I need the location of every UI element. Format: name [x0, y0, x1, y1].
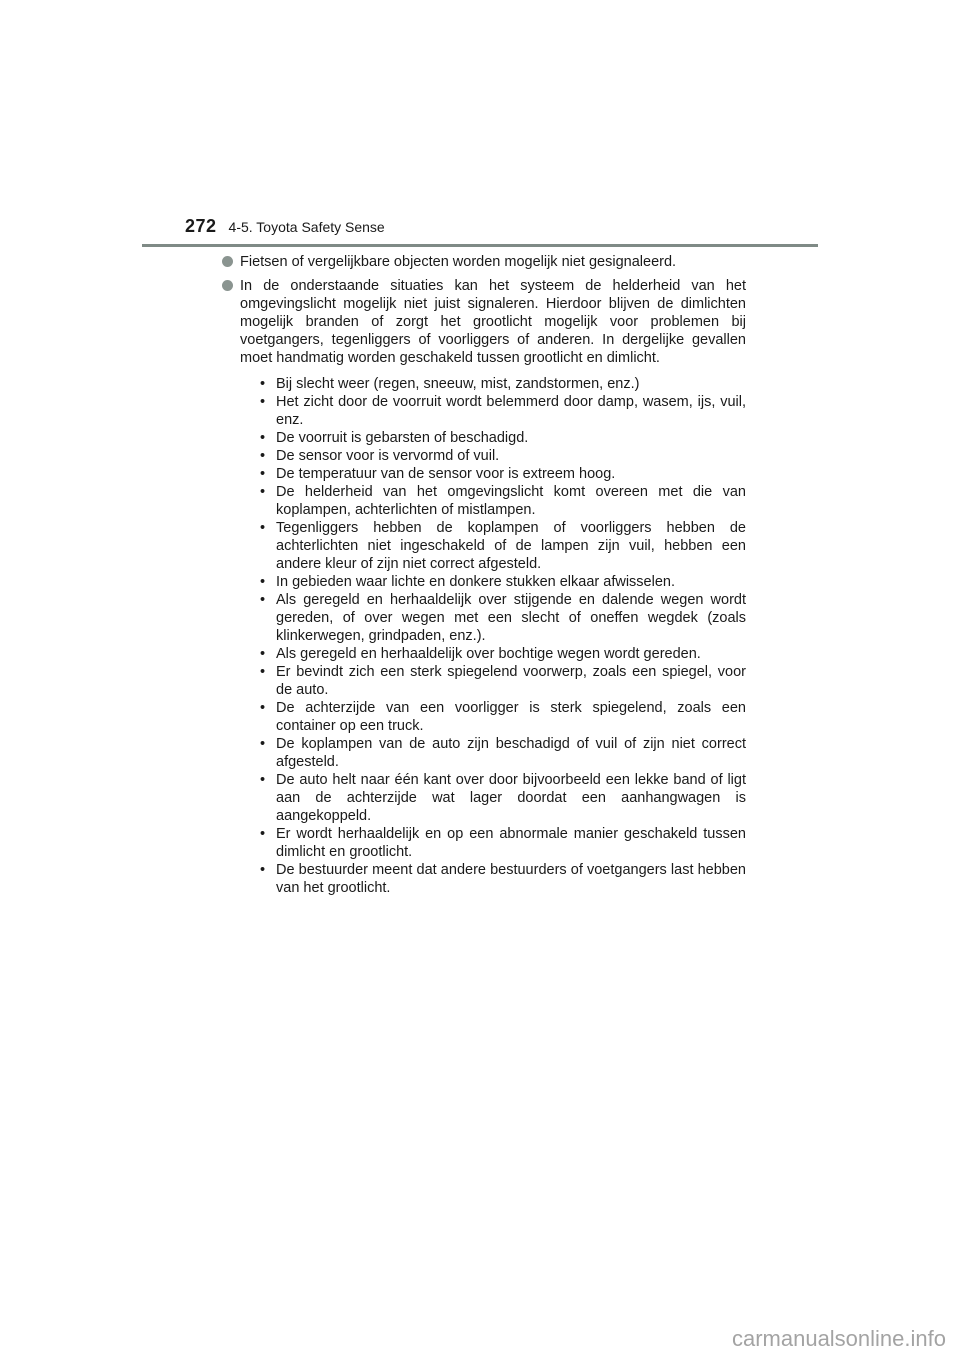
page-number: 272 — [185, 216, 217, 236]
sub-list-item — [258, 735, 746, 771]
sub-list-item-text: De sensor voor is vervormd of vuil. — [276, 448, 500, 464]
sub-list-item — [258, 483, 746, 519]
sub-list-item — [258, 591, 746, 645]
sub-list-item-text: Als geregeld en herhaaldelijk over stijgende en dalende wegen wordt gereden, of over wegen met een slecht of oneffen wegdek (zoals klinkerwegen, grindpaden, enz.). — [276, 592, 746, 644]
dot-bullet-icon: • — [260, 664, 266, 680]
page-header — [185, 216, 385, 246]
sub-list-item-text: De auto helt naar één kant over door bijvoorbeeld een lekke band of ligt aan de achterzijde wat lager doordat een aanhangwagen is aangekoppeld. — [276, 772, 746, 824]
dot-bullet-icon: • — [260, 484, 266, 500]
dot-bullet-icon: • — [260, 466, 266, 482]
sub-list-item — [258, 825, 746, 861]
sub-list-item-text: Er bevindt zich een sterk spiegelend voorwerp, zoals een spiegel, voor de auto. — [276, 664, 746, 698]
sub-list-item — [258, 429, 746, 447]
main-content — [222, 253, 746, 903]
watermark: carmanualsonline.info — [731, 1326, 946, 1351]
dot-bullet-icon: • — [260, 700, 266, 716]
circle-bullet-icon — [222, 280, 233, 291]
dot-bullet-icon: • — [260, 736, 266, 752]
dot-bullet-icon: • — [260, 520, 266, 536]
sub-list-item-text: De voorruit is gebarsten of beschadigd. — [276, 430, 529, 446]
list-item-text: In de onderstaande situaties kan het systeem de helderheid van het omgevingslicht mogelijk niet juist signaleren. Hierdoor blijven de dimlichten mogelijk branden of zorgt het grootlicht mogelijk voor problemen bij voetgangers, tegenliggers of voorliggers of anderen. In dergelijke gevallen moet handmatig worden geschakeld tussen grootlicht en dimlicht. — [240, 278, 746, 366]
sub-list-item-text: Er wordt herhaaldelijk en op een abnormale manier geschakeld tussen dimlicht en grootlicht. — [276, 826, 746, 860]
sub-list-item — [258, 663, 746, 699]
dot-bullet-icon: • — [260, 826, 266, 842]
sub-list-item — [258, 771, 746, 825]
dot-bullet-icon: • — [260, 448, 266, 464]
sub-list-item-text: Bij slecht weer (regen, sneeuw, mist, zandstormen, enz.) — [276, 376, 640, 392]
dot-bullet-icon: • — [260, 574, 266, 590]
sub-list-item-text: De achterzijde van een voorligger is sterk spiegelend, zoals een container op een truck. — [276, 700, 746, 734]
sub-list-item — [258, 519, 746, 573]
header-divider — [142, 244, 818, 247]
sub-list-item-text: De bestuurder meent dat andere bestuurders of voetgangers last hebben van het grootlicht. — [276, 862, 746, 896]
sub-list-item-text: In gebieden waar lichte en donkere stukken elkaar afwisselen. — [276, 574, 675, 590]
sub-list-item — [258, 447, 746, 465]
list-item-text: Fietsen of vergelijkbare objecten worden mogelijk niet gesignaleerd. — [240, 254, 677, 270]
sub-list-item-text: De temperatuur van de sensor voor is extreem hoog. — [276, 466, 616, 482]
sub-list-item-text: De helderheid van het omgevingslicht komt overeen met die van koplampen, achterlichten of mistlampen. — [276, 484, 746, 518]
section-title: 4-5. Toyota Safety Sense — [228, 219, 385, 235]
sub-list-item — [258, 393, 746, 429]
sub-list-item — [258, 375, 746, 393]
sub-list-item-text: De koplampen van de auto zijn beschadigd of vuil of zijn niet correct afgesteld. — [276, 736, 746, 770]
situation-list — [258, 375, 746, 897]
dot-bullet-icon: • — [260, 862, 266, 878]
dot-bullet-icon: • — [260, 772, 266, 788]
sub-list-item — [258, 573, 746, 591]
dot-bullet-icon: • — [260, 394, 266, 410]
list-item — [222, 253, 746, 271]
sub-list-item — [258, 699, 746, 735]
sub-list-item-text: Het zicht door de voorruit wordt belemmerd door damp, wasem, ijs, vuil, enz. — [276, 394, 746, 428]
list-item — [222, 277, 746, 897]
circle-bullet-icon — [222, 256, 233, 267]
sub-list-item — [258, 465, 746, 483]
dot-bullet-icon: • — [260, 430, 266, 446]
dot-bullet-icon: • — [260, 592, 266, 608]
sub-list-item-text: Als geregeld en herhaaldelijk over bochtige wegen wordt gereden. — [276, 646, 701, 662]
sub-list-item — [258, 861, 746, 897]
dot-bullet-icon: • — [260, 646, 266, 662]
dot-bullet-icon: • — [260, 376, 266, 392]
sub-list-item — [258, 645, 746, 663]
sub-list-item-text: Tegenliggers hebben de koplampen of voorliggers hebben de achterlichten niet ingeschakeld of de lampen zijn vuil, hebben een andere kleur of zijn niet correct afgesteld. — [276, 520, 746, 572]
